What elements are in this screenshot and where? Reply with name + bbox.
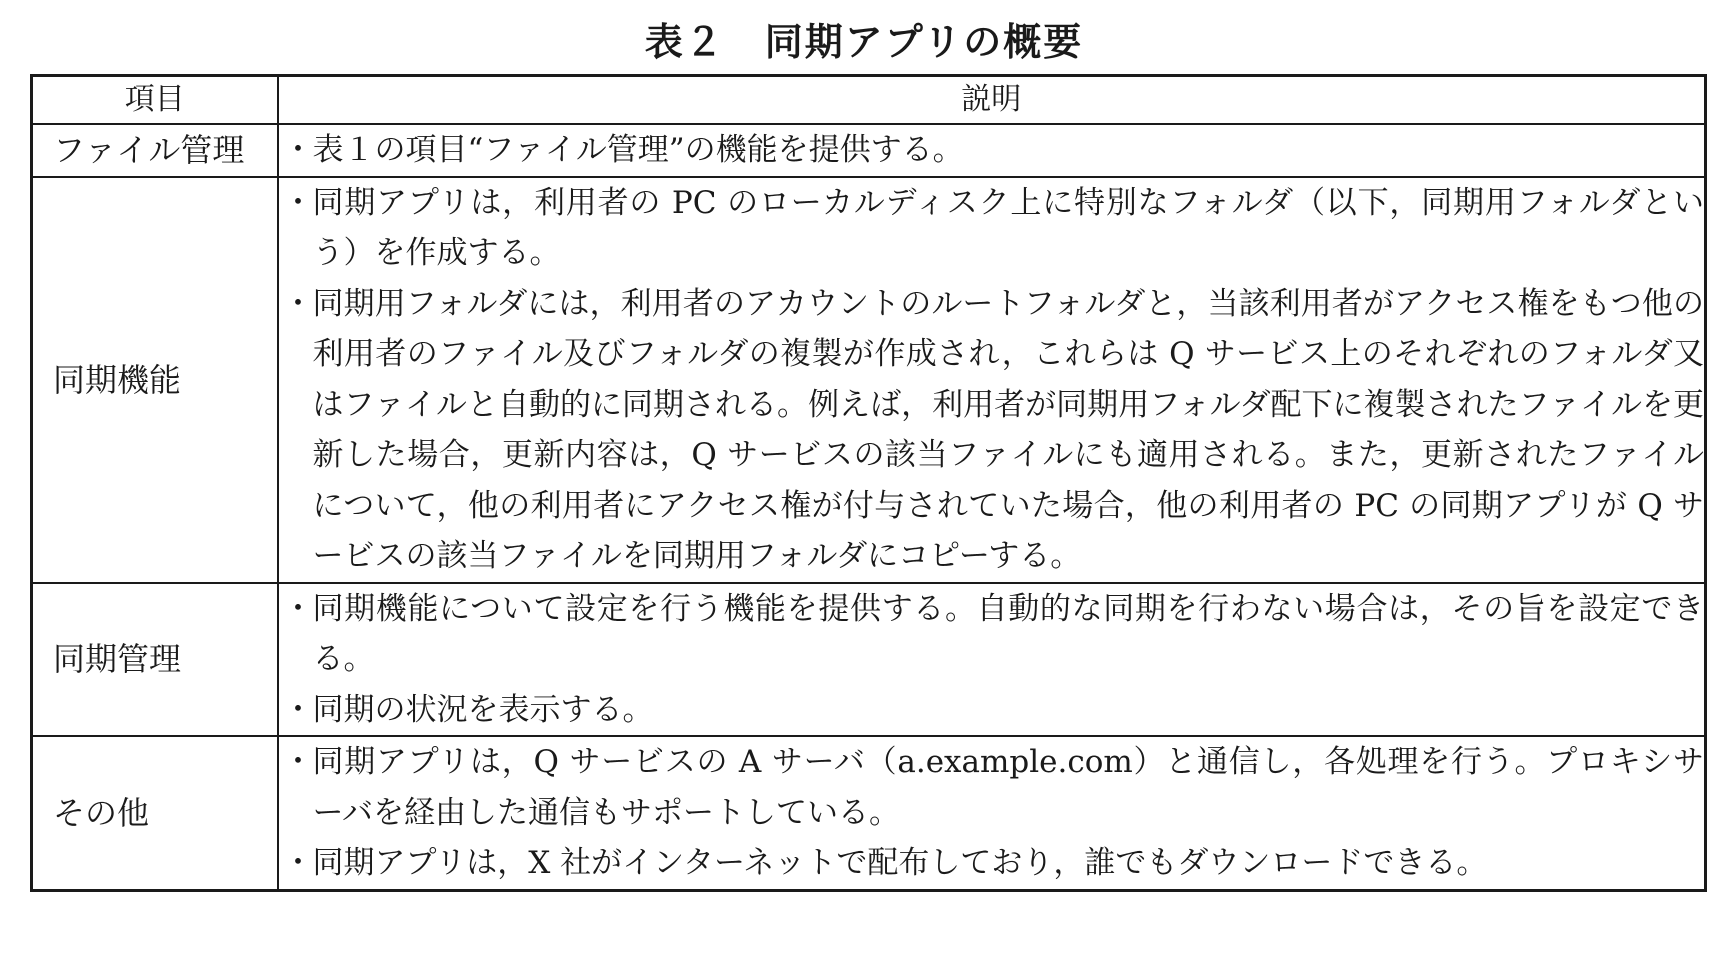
- bullet-dot: ・: [282, 845, 314, 881]
- bullet-point: [279, 584, 1705, 685]
- overview-table: [30, 74, 1707, 892]
- row-description: [278, 583, 1706, 737]
- table-row: [32, 177, 1706, 583]
- bullet-point: [279, 178, 1705, 279]
- bullet-text: 同期用フォルダには，利用者のアカウントのルートフォルダと，当該利用者がアクセス権をもつ他の利用者のファイル及びフォルダの複製が作成され，これらは Q サービス上のそれぞれのフォルダ又はファイルと自動的に同期される。例えば，利用者が同期用フォルダ配下に複製されたファイルを更新した場合，更新内容は，Q サービスの該当ファイルにも適用される。また，更新されたファイルについて，他の利用者にアクセス権が付与されていた場合，他の利用者の PC の同期アプリが Q サービスの該当ファイルを同期用フォルダにコピーする。: [312, 285, 1704, 574]
- table-row: [32, 124, 1706, 177]
- bullet-text: 同期の状況を表示する。: [312, 691, 654, 728]
- row-description: [278, 736, 1706, 890]
- bullet-dot: ・: [282, 744, 314, 780]
- bullet-dot: ・: [282, 590, 314, 627]
- row-description: [278, 177, 1706, 583]
- table-row: [32, 736, 1706, 890]
- bullet-point: [279, 125, 1705, 176]
- row-item-sync-function: 同期機能: [32, 177, 278, 583]
- bullet-point: [279, 838, 1705, 889]
- table-title: 表２ 同期アプリの概要: [644, 20, 1084, 64]
- bullet-point: [279, 737, 1705, 838]
- bullet-text: 同期アプリは，利用者の PC のローカルディスク上に特別なフォルダ（以下，同期用フォルダという）を作成する。: [312, 184, 1704, 271]
- bullet-dot: ・: [282, 691, 314, 728]
- bullet-text: 表１の項目“ファイル管理”の機能を提供する。: [312, 132, 964, 168]
- bullet-dot: ・: [282, 184, 314, 221]
- bullet-text: 同期アプリは，X 社がインターネットで配布しており，誰でもダウンロードできる。: [312, 845, 1488, 881]
- row-item-file-management: ファイル管理: [32, 124, 278, 177]
- bullet-point: [279, 279, 1705, 582]
- table-row: [32, 583, 1706, 737]
- row-item-sync-management: 同期管理: [32, 583, 278, 737]
- header-description: 説明: [278, 76, 1706, 125]
- row-description: [278, 124, 1706, 177]
- header-item: 項目: [32, 76, 278, 125]
- bullet-text: 同期機能について設定を行う機能を提供する。自動的な同期を行わない場合は，その旨を設定できる。: [312, 590, 1704, 677]
- table-header-row: [32, 76, 1706, 125]
- bullet-point: [279, 685, 1705, 736]
- bullet-dot: ・: [282, 285, 314, 322]
- bullet-text: 同期アプリは，Q サービスの A サーバ（a.example.com）と通信し，各処理を行う。プロキシサーバを経由した通信もサポートしている。: [312, 744, 1704, 831]
- bullet-dot: ・: [282, 132, 314, 168]
- row-item-other: その他: [32, 736, 278, 890]
